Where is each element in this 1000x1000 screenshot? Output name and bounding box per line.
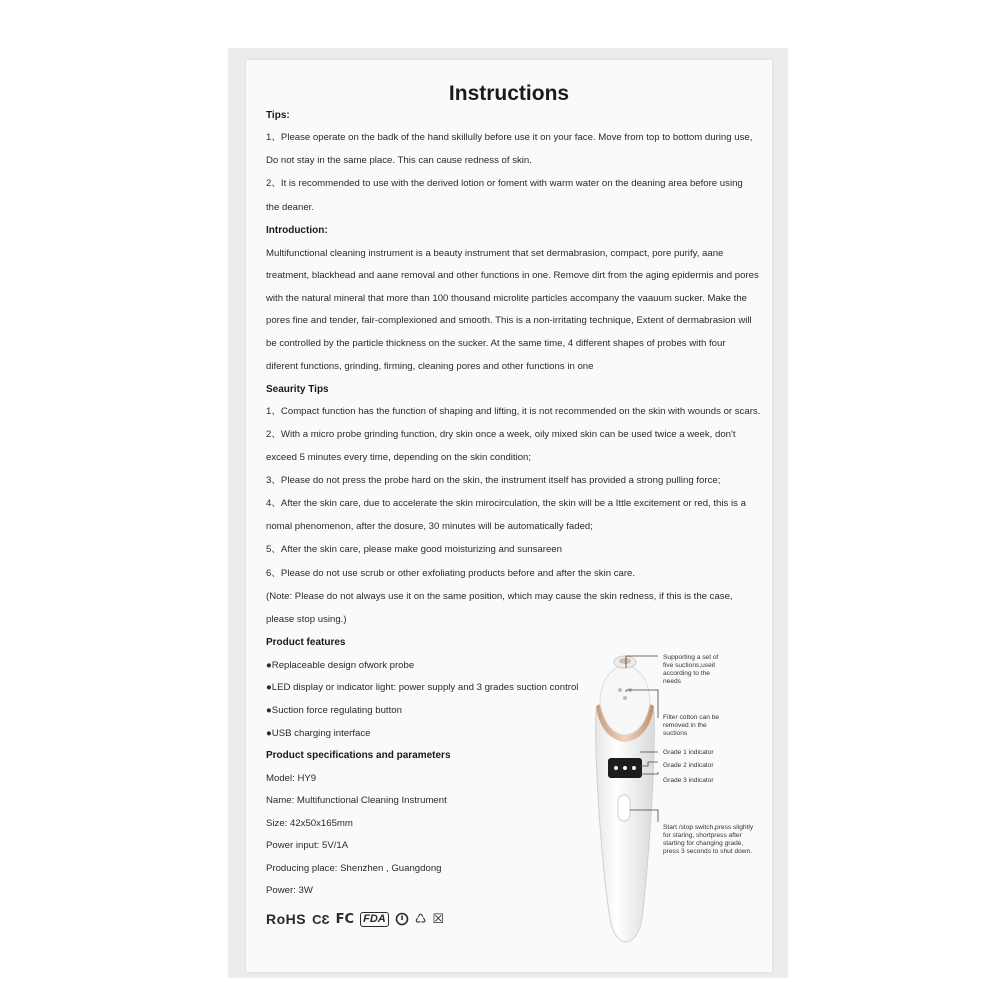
spec-item: Power input: 5V/1A	[266, 840, 349, 851]
intro-line: treatment, blackhead and aane removal and other functions in one. Remove dirt from the aging epidermis and pores	[266, 270, 759, 281]
spec-item: Name: Multifunctional Cleaning Instrument	[266, 795, 447, 806]
feature-item: ●Suction force regulating button	[266, 705, 402, 716]
page-title: Instructions	[448, 82, 570, 105]
feature-item: ●Replaceable design ofwork probe	[266, 660, 415, 671]
weee-bin-icon: ☒	[432, 911, 445, 927]
spec-item: Producing place: Shenzhen , Guangdong	[266, 863, 442, 874]
security-line: 5、After the skin care, please make good moisturizing and sunsareen	[266, 544, 562, 555]
security-line: (Note: Please do not always use it on the same position, which may cause the skin redness, if this is the case,	[266, 591, 733, 602]
spec-item: Size: 42x50x165mm	[266, 818, 353, 829]
certification-marks	[266, 908, 444, 930]
callout-grade1: Grade 1 indicator	[663, 749, 714, 756]
callout-suctions: Supporting a set of five suctions,useit according to the needs	[663, 654, 719, 685]
fda-mark: FDA	[360, 912, 389, 927]
specs-heading: Product specifications and parameters	[266, 750, 451, 761]
recycle-icon: ♺	[414, 911, 427, 927]
feature-item: ●USB charging interface	[266, 728, 371, 739]
security-line: nomal phenomenon, after the dosure, 30 minutes will be automatically faded;	[266, 521, 593, 532]
callout-grade2: Grade 2 indicator	[663, 762, 714, 769]
ce-mark: CƐ	[312, 911, 330, 927]
power-button	[618, 795, 630, 821]
intro-line: with the natural mineral that more than 100 thousand microlite particles accompany the vaauum sucker. Make the	[266, 293, 748, 304]
probe-opening	[619, 658, 631, 664]
security-line: please stop using.)	[266, 614, 347, 625]
security-line: 6、Please do not use scrub or other exfoliating products before and after the skin care.	[266, 568, 636, 579]
callout-switch: Start /stop switch,press slightly for staring, shortpress after starting for changing grade, press 3 seconds to shut down.	[663, 824, 754, 855]
rohs-mark: RoHS	[266, 911, 307, 927]
tips-heading: Tips:	[266, 110, 290, 121]
intro-line: pores fine and tender, fair-complexioned and smooth. This is a non-irritating technique, Extent of dermabrasion will	[266, 315, 752, 326]
intro-line: be controlled by the particle thickness on the sucker. At the same time, 4 different shapes of probes with four	[266, 338, 726, 349]
intro-line: Multifunctional cleaning instrument is a beauty instrument that set dermabrasion, compact, pore purify, aane	[266, 248, 724, 259]
spec-item: Power: 3W	[266, 885, 313, 896]
fc-mark: FC	[335, 911, 355, 927]
tips-line: the deaner.	[266, 202, 315, 213]
spec-item: Model: HY9	[266, 773, 317, 784]
intro-heading: Introduction:	[266, 225, 328, 236]
power-cycle-icon	[395, 912, 409, 926]
tips-line: 1、Please operate on the badk of the hand skillully before use it on your face. Move from top to bottom during use,	[266, 132, 753, 143]
features-heading: Product features	[266, 637, 346, 648]
feature-item: ●LED display or indicator light: power supply and 3 grades suction control	[266, 682, 579, 693]
intro-line: diferent functions, grinding, firming, cleaning pores and other functions in one	[266, 361, 594, 372]
device-body	[596, 710, 655, 942]
security-line: 3、Please do not press the probe hard on the skin, the instrument itself has provided a strong pulling force;	[266, 475, 721, 486]
security-line: 1、Compact function has the function of shaping and lifting, it is not recommended on the skin with wounds or scars.	[266, 406, 761, 417]
tips-line: 2、It is recommended to use with the derived lotion or foment with warm water on the deaning area before using	[266, 178, 743, 189]
device-illustration	[586, 650, 772, 950]
tips-line: Do not stay in the same place. This can cause redness of skin.	[266, 155, 532, 166]
security-line: exceed 5 minutes every time, depending on the skin condition;	[266, 452, 532, 463]
security-line: 2、With a micro probe grinding function, dry skin once a week, oily mixed skin can be used twice a week, don't	[266, 429, 736, 440]
callout-grade3: Grade 3 indicator	[663, 777, 714, 784]
security-line: 4、After the skin care, due to accelerate the skin mirocirculation, the skin will be a Ittle excitement or red, this is a	[266, 498, 746, 509]
security-heading: Seaurity Tips	[266, 384, 329, 395]
instruction-card	[246, 60, 772, 972]
callout-filter: Filter cotton can be removed in the suctions	[663, 714, 720, 737]
